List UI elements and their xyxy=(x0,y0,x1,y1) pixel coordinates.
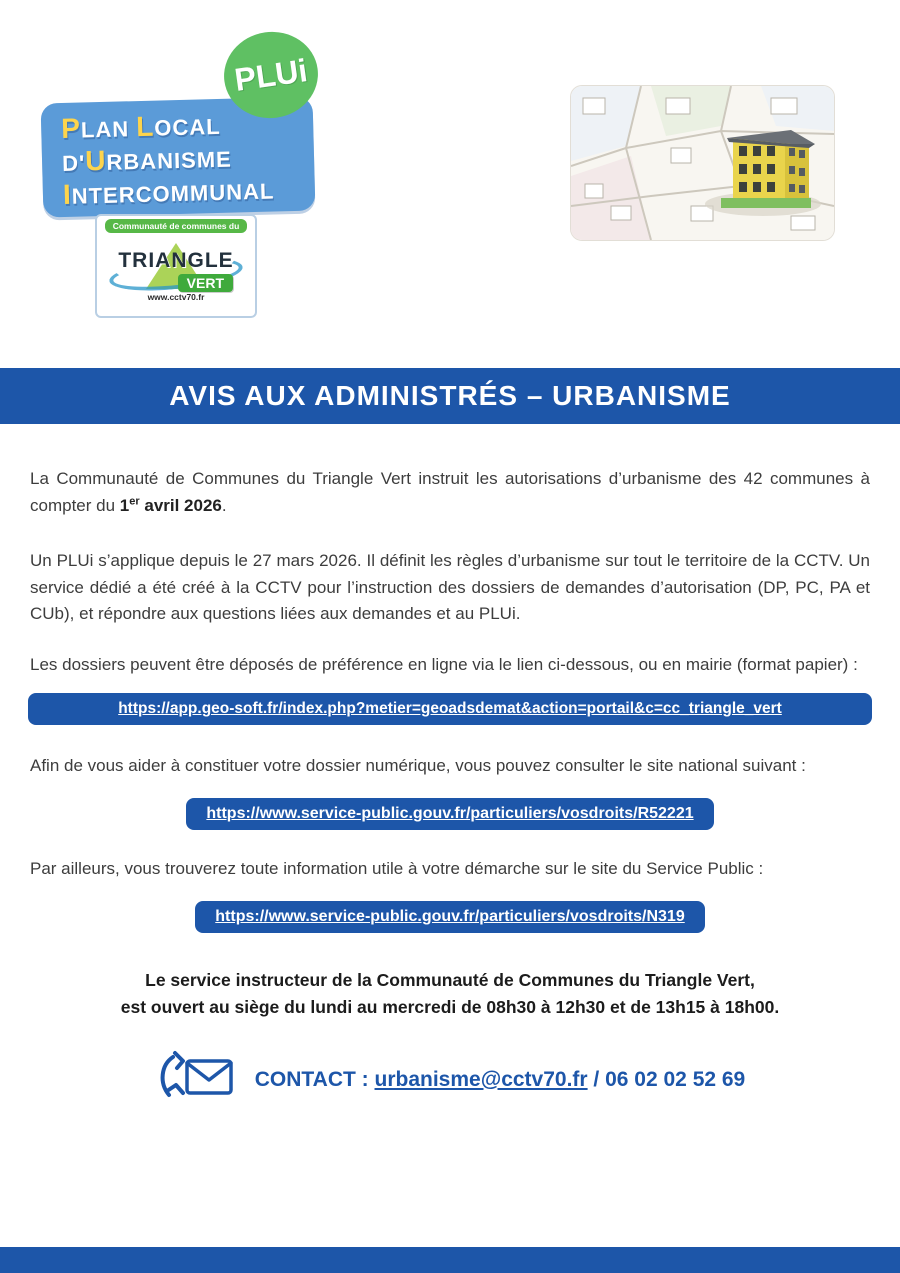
footer-bar xyxy=(0,1247,900,1273)
link-geosoft-portal[interactable] xyxy=(28,693,872,725)
map-building-image xyxy=(570,85,835,241)
schedule-text xyxy=(30,967,870,1021)
logo-line-1: PLAN LOCAL xyxy=(60,110,221,145)
link-service-public-n319[interactable] xyxy=(195,901,704,933)
contact-phone: 06 02 02 52 69 xyxy=(605,1067,746,1091)
link-service-public-n319-text: https://www.service-public.gouv.fr/particuliers/vosdroits/N319 xyxy=(215,907,685,925)
notice-title: AVIS AUX ADMINISTRÉS – URBANISME xyxy=(169,380,731,411)
link-geosoft-portal-text: https://app.geo-soft.fr/index.php?metier=geoadsdemat&action=portail&c=cc_triangle_vert xyxy=(118,700,782,718)
paragraph-aide: Afin de vous aider à constituer votre dossier numérique, vous pouvez consulter le site national suivant : xyxy=(30,756,806,776)
plui-badge-label: PLUi xyxy=(232,51,310,98)
triangle-vert-logo xyxy=(95,214,257,318)
schedule-line-1: Le service instructeur de la Communauté de Communes du Triangle Vert, xyxy=(145,969,755,990)
content xyxy=(0,424,900,1110)
logo-line-2: D'URBANISME xyxy=(61,144,233,177)
notice-banner xyxy=(0,368,900,424)
contact-separator: / xyxy=(587,1067,606,1091)
triangle-vert-url: www.cctv70.fr xyxy=(147,292,205,302)
schedule-line-2: est ouvert au siège du lundi au mercredi de 08h30 à 12h30 et de 13h15 à 18h00. xyxy=(120,997,780,1017)
contact-row xyxy=(30,1049,870,1110)
triangle-vert-vert: VERT xyxy=(178,274,233,292)
contact-text xyxy=(255,1068,746,1092)
triangle-vert-name: TRIANGLE xyxy=(118,249,234,272)
triangle-vert-emblem xyxy=(97,233,255,305)
paragraph-depot: Les dossiers peuvent être déposés de préférence en ligne via le lien ci-dessous, ou en mairie (format papier) : xyxy=(30,655,858,675)
triangle-vert-tagline: Communauté de communes du xyxy=(105,219,247,233)
phone-envelope-icon xyxy=(155,1049,239,1110)
link-service-public-r52221[interactable] xyxy=(186,798,713,830)
link-service-public-r52221-text: https://www.service-public.gouv.fr/particuliers/vosdroits/R52221 xyxy=(206,805,694,823)
contact-email-link[interactable]: urbanisme@cctv70.fr xyxy=(374,1067,588,1091)
map-building-illustration xyxy=(571,86,834,240)
contact-label: CONTACT : xyxy=(254,1067,375,1091)
paragraph-plui: Un PLUi s’applique depuis le 27 mars 2026. Il définit les règles d’urbanisme sur tout le territoire de la CCTV. Un service dédié a été créé à la CCTV pour l’instruction des dossiers de demandes d’autorisation (DP, PC, PA et CUb), et répondre aux questions liées aux demandes et au PLUi. xyxy=(30,550,870,624)
logo-line-3: INTERCOMMUNAL xyxy=(62,178,275,211)
paragraph-intro: La Communauté de Communes du Triangle Vert instruit les autorisations d’urbanisme des 42 communes à compter du 1er avril 2026. xyxy=(30,469,870,515)
paragraph-info: Par ailleurs, vous trouverez toute information utile à votre démarche sur le site du Service Public : xyxy=(30,859,764,879)
header xyxy=(0,0,900,368)
